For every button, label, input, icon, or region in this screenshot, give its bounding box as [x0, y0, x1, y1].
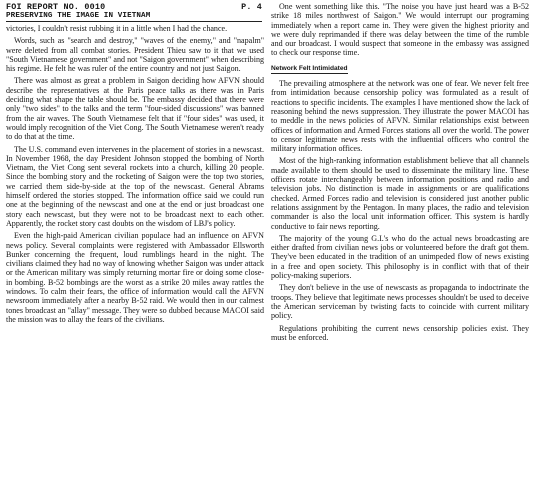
- paragraph: There was almost as great a problem in Saigon deciding how AFVN should describe the representatives at the Paris peace talks as there was in Paris deciding what shape the table should be. The embassy decided that there were only "two sides" to the talks and the term "four-sided discussions" was banned from the air waves. The South Vietnamese felt that if "four sides" was used, it would imply recognition of the Viet Cong. The South Vietnamese weren't ready to do that at the time.: [6, 76, 264, 142]
- report-header: [6, 2, 262, 12]
- paragraph: The majority of the young G.I.'s who do the actual news broadcasting are either drafted from civilian news jobs or volunteered before the draft got them. They've been educated in the tradition of an unimpeded flow of news existing in a free and open society. This philosophy is in conflict with that of their policy-making superiors.: [271, 233, 529, 281]
- report-title: PRESERVING THE IMAGE IN VIETNAM: [6, 12, 262, 22]
- section-heading: Network Felt Intimidated: [271, 64, 348, 74]
- paragraph: Words, such as "search and destroy," "waves of the enemy," and "napalm" were deleted from all combat stories. President Thieu saw to it that we used "South Vietnamese government" and not "Saigon government" when describing his regime. He felt he was ruler of the entire country and not just Saigon.: [6, 36, 264, 74]
- page-number: P. 4: [241, 2, 262, 12]
- paragraph: Most of the high-ranking information establishment believe that all channels made available to them should be used to disseminate the military line. These officers rotate interchangeably between information positions and radio and television jobs. No distinction is made in assignments or are qualifications checked. Armed Forces radio and television is considered just another public relations assignment by the Pentagon. In many places, the radio and television commander is also the local unit information officer. This system is hardly conductive to fair news reporting.: [271, 156, 529, 231]
- left-column: [6, 24, 264, 327]
- paragraph: The U.S. command even intervenes in the placement of stories in a newscast. In November 1968, the day President Johnson stopped the bombing of North Vietnam, the Viet Cong sent several rockets into a church, killing 20 people. Since the bombing story and the rocketing of Saigon were the top two stories, we carried them side-by-side at the top of the newscast. General Abrams himself ordered the stories stopped. The information office said we could run one at the beginning of the newscast and one at the end or just broadcast one story each newscast, but they were not to be broadcast next to each other. Apparently, the rocket story cast doubts on the wisdom of LBJ's policy.: [6, 144, 264, 228]
- paragraph: One went something like this. "The noise you have just heard was a B-52 strike 18 miles northwest of Saigon." We would interrupt our programing immediately when a report came in. They were given the highest priority and we were duly reprimanded if there was delay between the time of the rumble and our broadcast. I would suspect that someone in the embassy was assigned to check our response time.: [271, 2, 529, 58]
- paragraph: victories, I couldn't resist rubbing it in a little when I had the chance.: [6, 24, 228, 33]
- paragraph: Even the high-paid American civilian populace had an influence on AFVN news policy. Several complaints were registered with Ambassador Ellsworth Bunker concerning the frequent, loud rumblings heard in the night. The civilians claimed they had no way of knowing whether Saigon was under attack or the American military was simply returning mortar fire or doing some close-in bombing. B-52 bombings are the worst as a strike 20 miles away rattles the windows. To calm their fears, the office of information would call the AFVN newsroom immediately after a nearby B-52 raid. We would then in our calmest tones broadcast an "allay" message. They were so dubbed because MACOI said the mission was to allay the fears of the civilians.: [6, 231, 264, 324]
- paragraph: The prevailing atmosphere at the network was one of fear. We never felt free from intimidation because censorship policy was formulated as a result of reactions to specific incidents. The examples I have mentioned show the lack of reasoning behind the news suppression. They illustrate the power MACOI has to meddle in the news policies of AFVN. Similar relationships exist between offices of information and Armed Forces stations all over the world. The power to censor legitimate news rests with the influential officers who control the military information offices.: [271, 79, 529, 154]
- paragraph: Regulations prohibiting the current news censorship policies exist. They must be enforced.: [271, 323, 529, 342]
- paragraph: They don't believe in the use of newscasts as propaganda to indoctrinate the troops. They believe that legitimate news processes shouldn't be used to deceive the American serviceman by twisting facts to coincide with current military policy.: [271, 283, 529, 321]
- report-number: FOI REPORT NO. 0010: [6, 2, 106, 12]
- right-column: [271, 2, 529, 345]
